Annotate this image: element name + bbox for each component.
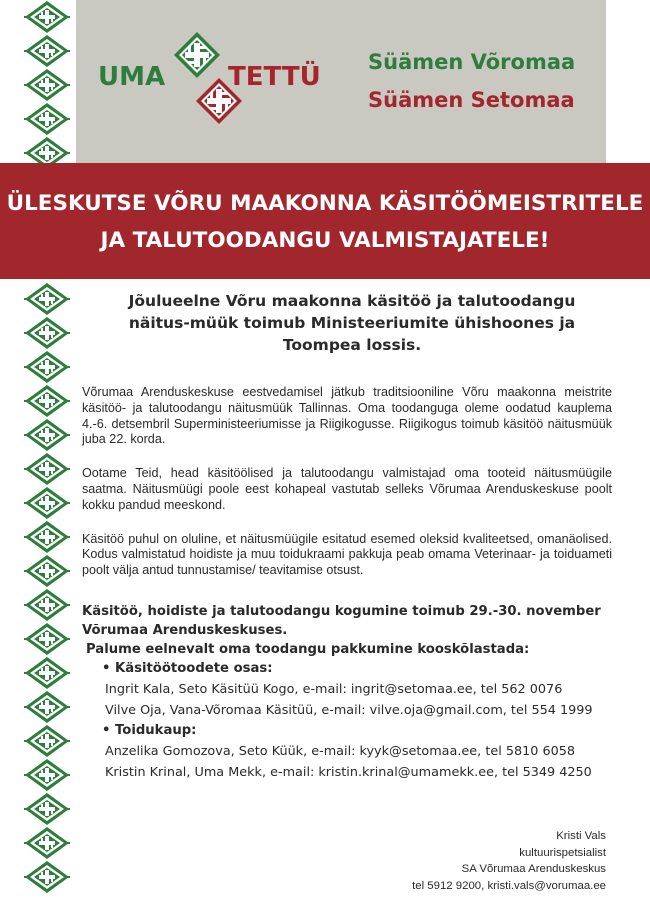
contact-line: Kristin Krinal, Uma Mekk, e-mail: kristin.krinal@umamekk.ee, tel 5349 4250 xyxy=(105,764,592,780)
setu-cross-ornament-icon xyxy=(24,486,70,520)
setu-cross-ornament-icon xyxy=(24,68,70,102)
setu-cross-ornament-icon xyxy=(24,758,70,792)
setu-cross-ornament-icon xyxy=(24,350,70,384)
left-ornament-column-top xyxy=(22,0,72,170)
logo-text-tettu: TETTÜ xyxy=(228,62,321,92)
body-paragraph-3: Käsitöö puhul on oluline, et näitusmüügile esitatud esemed oleksid kvaliteetsed, omanäolised. Kodus valmistatud hoidiste ja muu toidukraami pakkuja peab omama Veterinaar- ja toiduameti poolt välja antud tunnustamise/ teavitamise otsust. xyxy=(82,531,612,578)
collection-line-2: Võrumaa Arenduskeskuses. xyxy=(82,622,288,638)
setu-cross-ornament-icon xyxy=(24,520,70,554)
lead-paragraph xyxy=(92,290,612,356)
signature-organization: SA Võrumaa Arenduskeskus xyxy=(461,863,606,876)
setu-cross-ornament-icon xyxy=(24,102,70,136)
contact-line: Ingrit Kala, Seto Käsitüü Kogo, e-mail: ingrit@setomaa.ee, tel 562 0076 xyxy=(105,681,563,697)
section-title-food: • Toidukaup: xyxy=(102,722,197,738)
left-ornament-column-bottom xyxy=(22,282,72,894)
lead-line-2: näitus-müük toimub Ministeeriumite ühishoones ja xyxy=(128,314,576,332)
tagline-setomaa: Süämen Setomaa xyxy=(368,88,575,112)
headline-line-2: JA TALUTOODANGU VALMISTAJATELE! xyxy=(100,228,550,253)
lead-line-1: Jõulueelne Võru maakonna käsitöö ja talutoodangu xyxy=(128,292,576,310)
setu-cross-ornament-icon xyxy=(24,588,70,622)
headline-banner xyxy=(0,163,650,279)
body-content xyxy=(82,290,612,783)
setu-cross-ornament-icon xyxy=(24,554,70,588)
body-paragraph-2: Ootame Teid, head käsitöölised ja talutoodangu valmistajad oma tooteid näitusmüügile saatma. Näitusmüügi poole eest kohapeal vastutab selleks Võrumaa Arenduskeskuse poolt kokku pandud meeskond. xyxy=(82,466,612,512)
contact-line: Anzelika Gomozova, Seto Küük, e-mail: kyyk@setomaa.ee, tel 5810 6058 xyxy=(105,743,576,759)
setu-cross-ornament-icon xyxy=(24,282,70,316)
setu-cross-ornament-icon xyxy=(24,0,70,34)
lead-line-3: Toompea lossis. xyxy=(282,336,422,354)
signature-block xyxy=(412,828,606,894)
signature-title: kultuurispetsialist xyxy=(519,846,606,859)
signature-name: Kristi Vals xyxy=(556,830,606,842)
header-panel xyxy=(76,0,606,163)
collection-notice xyxy=(82,602,612,640)
setu-cross-ornament-icon xyxy=(24,316,70,350)
setu-cross-ornament-icon xyxy=(24,656,70,690)
setu-cross-ornament-icon xyxy=(24,826,70,860)
coordination-request: Palume eelnevalt oma toodangu pakkumine kooskõlastada: xyxy=(86,641,530,657)
setu-cross-ornament-icon xyxy=(24,690,70,724)
contact-line: Vilve Oja, Vana-Võromaa Käsitüü, e-mail: vilve.oja@gmail.com, tel 554 1999 xyxy=(105,702,593,718)
section-title-handicraft: • Käsitöötoodete osas: xyxy=(102,660,273,676)
signature-contact: tel 5912 9200, kristi.vals@vorumaa.ee xyxy=(412,879,606,892)
setu-cross-ornament-icon xyxy=(24,452,70,486)
setu-cross-ornament-icon xyxy=(24,384,70,418)
setu-cross-ornament-icon xyxy=(24,860,70,894)
body-paragraph-1: Võrumaa Arenduskeskuse eestvedamisel jätkub traditsiooniline Võru maakonna meistrite käsitöö- ja talutoodangu näitusmüük Tallinnas. Oma toodanguga oleme oodatud kauplema 4.-6. detsembril Superministeeriumisse ja Riigikogusse. Riigikogus toimub käsitöö näitusmüük juba 22. korda. xyxy=(82,385,612,447)
cross-emblem-icon xyxy=(174,32,220,78)
headline-line-1: ÜLESKUTSE VÕRU MAAKONNA KÄSITÖÖMEISTRITELE xyxy=(6,191,644,216)
logo-text-uma: UMA xyxy=(98,62,166,92)
setu-cross-ornament-icon xyxy=(24,418,70,452)
setu-cross-ornament-icon xyxy=(24,792,70,826)
tagline-voromaa: Süämen Võromaa xyxy=(368,50,576,74)
uma-tettu-logo xyxy=(98,32,348,132)
setu-cross-ornament-icon xyxy=(24,34,70,68)
setu-cross-ornament-icon xyxy=(24,622,70,656)
collection-line-1: Käsitöö, hoidiste ja talutoodangu kogumine toimub 29.-30. november xyxy=(82,603,601,619)
setu-cross-ornament-icon xyxy=(24,724,70,758)
